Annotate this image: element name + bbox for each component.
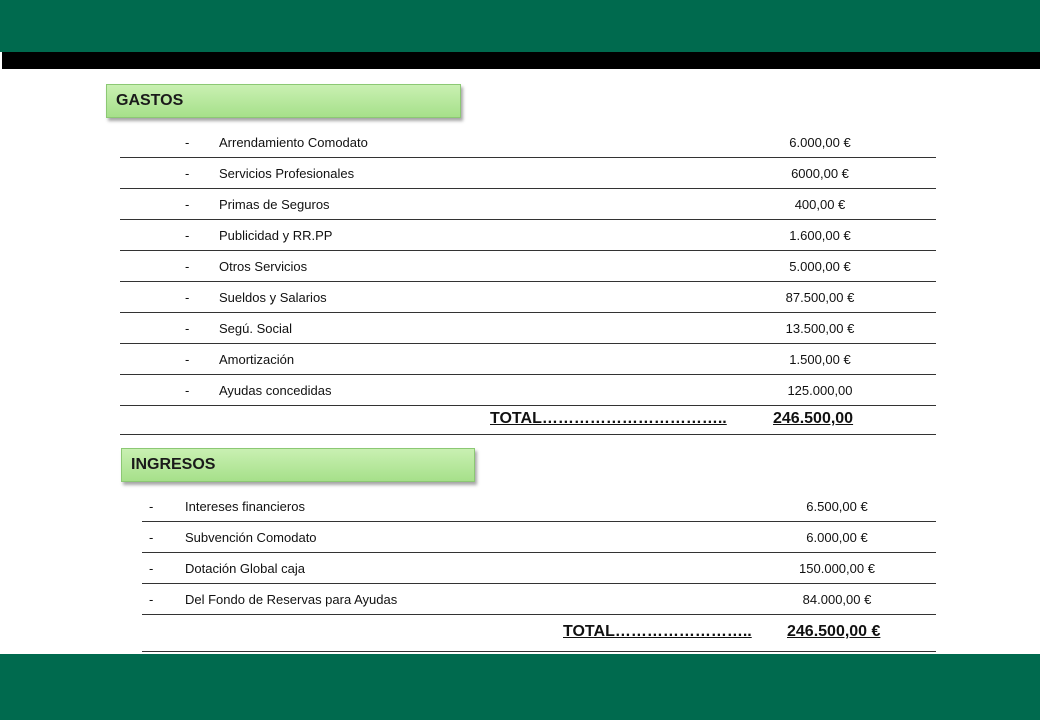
row-amount: 150.000,00 € xyxy=(799,561,875,576)
row-label: Otros Servicios xyxy=(219,259,308,274)
row-label: Primas de Seguros xyxy=(219,197,330,212)
table-row xyxy=(142,522,936,553)
header-bar xyxy=(0,0,1040,52)
row-dash: - xyxy=(185,259,190,274)
table-row xyxy=(120,282,936,313)
row-amount: 6.000,00 € xyxy=(806,530,868,545)
row-dash: - xyxy=(185,197,190,212)
row-amount: 6.000,00 € xyxy=(789,135,851,150)
row-amount: 1.600,00 € xyxy=(789,228,851,243)
row-dash: - xyxy=(149,592,154,607)
row-label: Servicios Profesionales xyxy=(219,166,355,181)
table-row xyxy=(142,584,936,615)
table-row xyxy=(120,313,936,344)
table-row xyxy=(120,189,936,220)
row-label: Arrendamiento Comodato xyxy=(219,135,368,150)
table-row xyxy=(120,251,936,282)
row-dash: - xyxy=(185,321,190,336)
row-dash: - xyxy=(185,166,190,181)
row-label: Subvención Comodato xyxy=(185,530,317,545)
row-dash: - xyxy=(149,530,154,545)
row-dash: - xyxy=(185,290,190,305)
row-dash: - xyxy=(185,228,190,243)
gastos-total-label: TOTAL…………………………….. xyxy=(490,410,727,427)
ingresos-total-value: 246.500,00 € xyxy=(787,623,881,640)
row-dash: - xyxy=(185,352,190,367)
ingresos-table xyxy=(142,491,936,652)
table-row xyxy=(120,220,936,251)
table-row xyxy=(120,344,936,375)
table-row xyxy=(142,553,936,584)
row-label: Segú. Social xyxy=(219,321,292,336)
row-amount: 125.000,00 xyxy=(787,383,853,398)
row-label: Publicidad y RR.PP xyxy=(219,228,333,243)
row-amount: 87.500,00 € xyxy=(785,290,855,305)
gastos-section-label: GASTOS xyxy=(106,84,461,118)
row-dash: - xyxy=(149,561,154,576)
row-label: Intereses financieros xyxy=(185,499,305,514)
gastos-table xyxy=(120,127,936,435)
row-label: Del Fondo de Reservas para Ayudas xyxy=(185,592,398,607)
table-row xyxy=(120,127,936,158)
table-row xyxy=(142,491,936,522)
ingresos-total-row xyxy=(142,615,936,652)
gastos-total-value: 246.500,00 xyxy=(773,410,854,427)
gastos-total-row xyxy=(120,406,936,435)
table-row xyxy=(120,158,936,189)
row-amount: 13.500,00 € xyxy=(785,321,855,336)
row-dash: - xyxy=(185,383,190,398)
row-label: Dotación Global caja xyxy=(185,561,305,576)
row-amount: 84.000,00 € xyxy=(802,592,872,607)
ingresos-section-label: INGRESOS xyxy=(121,448,475,482)
row-amount: 6.500,00 € xyxy=(806,499,868,514)
ingresos-total-label: TOTAL…………………….. xyxy=(563,623,752,640)
row-label: Amortización xyxy=(219,352,295,367)
table-row xyxy=(120,375,936,406)
footer-bar xyxy=(0,654,1040,720)
row-dash: - xyxy=(149,499,154,514)
row-amount: 6000,00 € xyxy=(791,166,849,181)
row-amount: 400,00 € xyxy=(794,197,846,212)
row-amount: 1.500,00 € xyxy=(789,352,851,367)
row-label: Sueldos y Salarios xyxy=(219,290,327,305)
row-amount: 5.000,00 € xyxy=(789,259,851,274)
header-divider-band xyxy=(2,52,1040,69)
row-label: Ayudas concedidas xyxy=(219,383,332,398)
row-dash: - xyxy=(185,135,190,150)
